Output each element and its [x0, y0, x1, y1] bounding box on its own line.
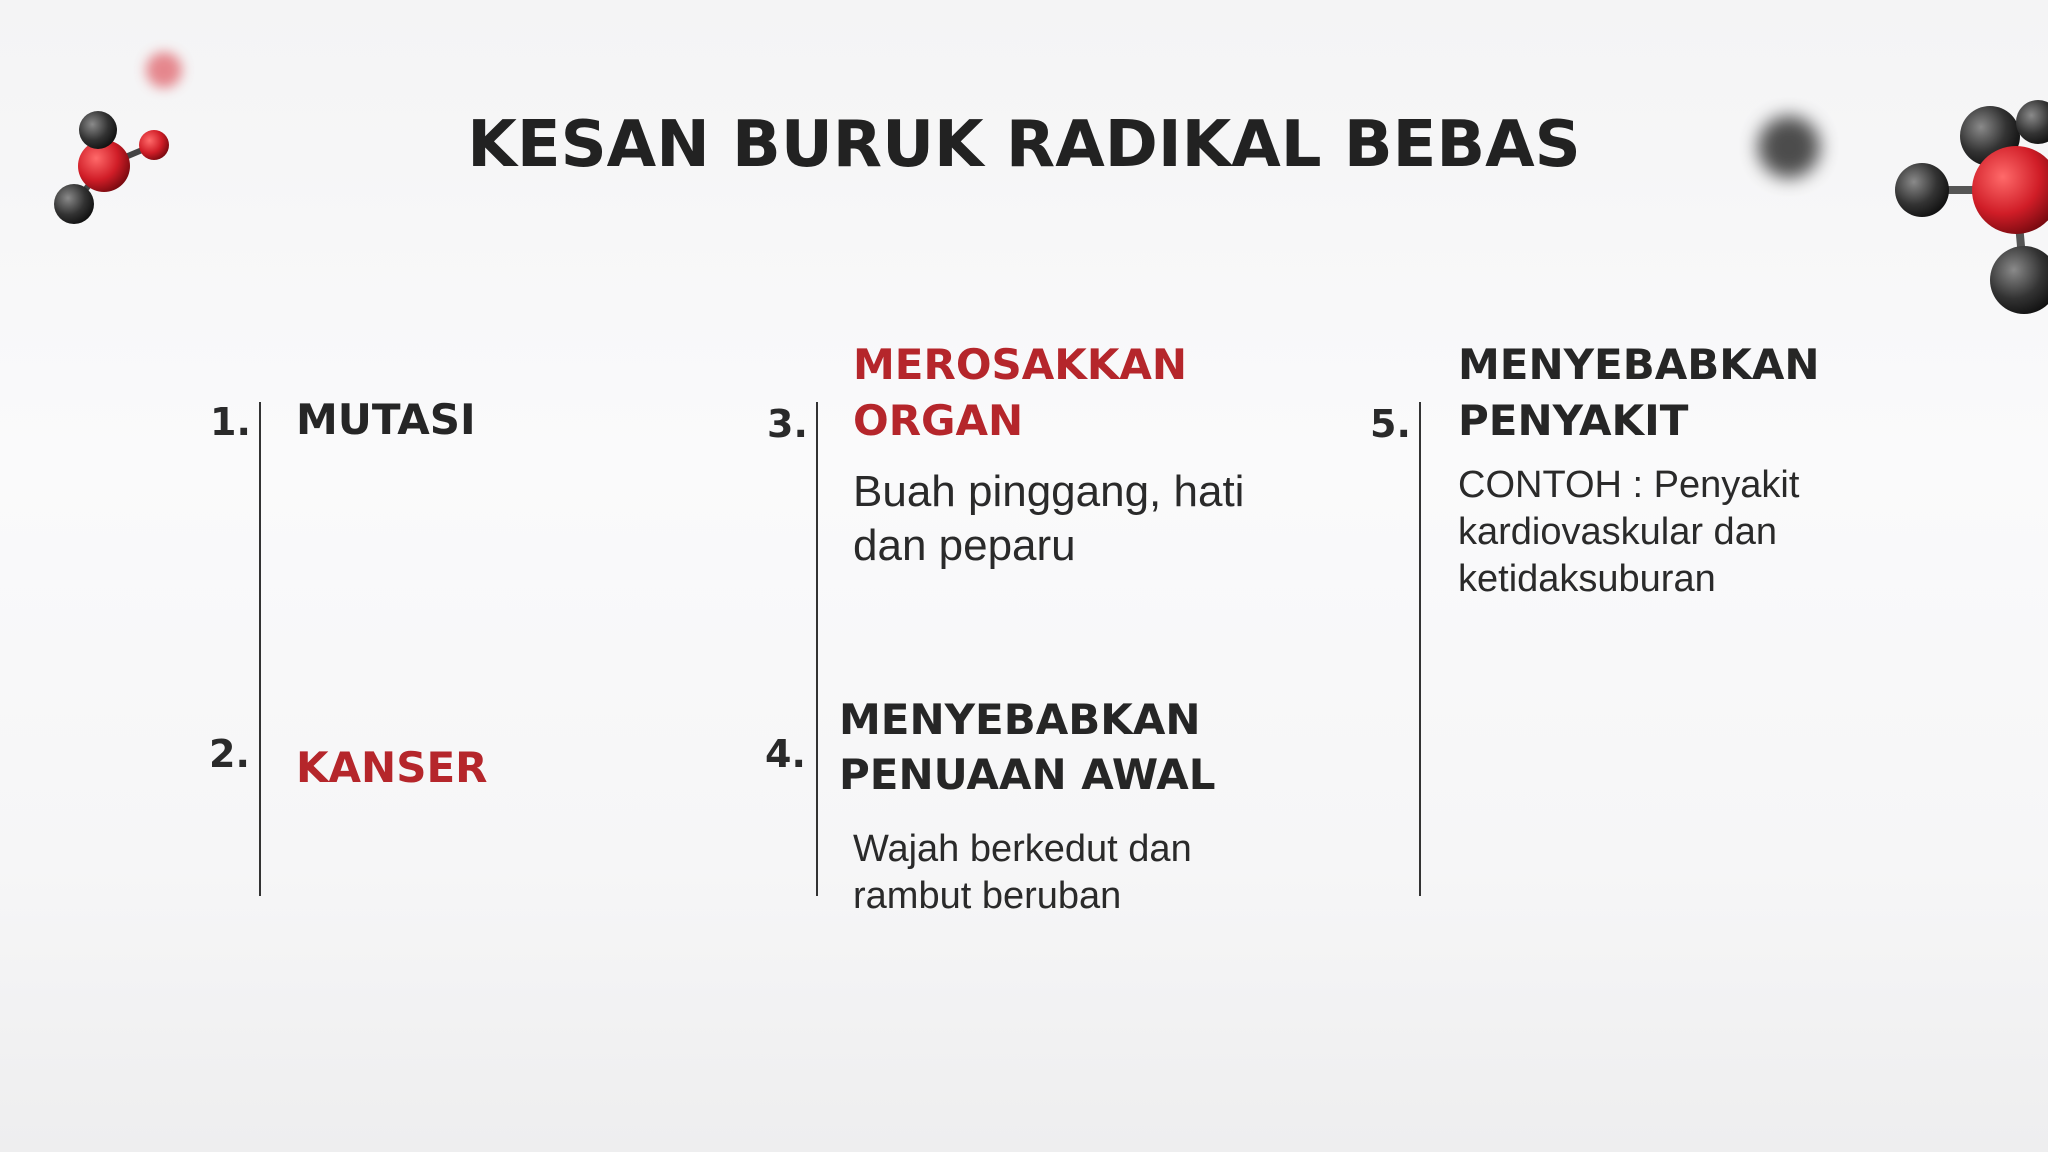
- item-5-heading-line-2: PENYAKIT: [1458, 396, 1689, 445]
- divider-line-3: [1419, 402, 1421, 896]
- item-4-heading-line-1: MENYEBABKAN: [839, 695, 1201, 744]
- red-blur-dot: [146, 52, 182, 88]
- item-2-heading: KANSER: [296, 743, 488, 792]
- item-1-heading: MUTASI: [296, 395, 476, 444]
- divider-line-1: [259, 402, 261, 896]
- item-3-heading-line-2: ORGAN: [853, 396, 1024, 445]
- item-3-number: 3.: [767, 402, 808, 446]
- item-4-number: 4.: [765, 732, 806, 776]
- item-3-heading-line-1: MEROSAKKAN: [853, 340, 1188, 389]
- item-5-number: 5.: [1370, 402, 1411, 446]
- item-3-description-line-2: dan peparu: [853, 521, 1076, 570]
- item-4-description-line-2: rambut beruban: [853, 875, 1122, 917]
- item-4-heading-line-2: PENUAAN AWAL: [839, 750, 1216, 799]
- item-5-heading-line-1: MENYEBABKAN: [1458, 340, 1820, 389]
- item-5-description-line-2: kardiovaskular dan: [1458, 511, 1777, 553]
- divider-line-2: [816, 402, 818, 896]
- item-1-number: 1.: [210, 400, 251, 444]
- item-5-description-line-1: CONTOH : Penyakit: [1458, 464, 1800, 506]
- item-4-description-line-1: Wajah berkedut dan: [853, 828, 1192, 870]
- item-5-description-line-3: ketidaksuburan: [1458, 558, 1716, 600]
- page-title: KESAN BURUK RADIKAL BEBAS: [467, 108, 1581, 182]
- item-3-description-line-1: Buah pinggang, hati: [853, 467, 1245, 516]
- item-2-number: 2.: [209, 732, 250, 776]
